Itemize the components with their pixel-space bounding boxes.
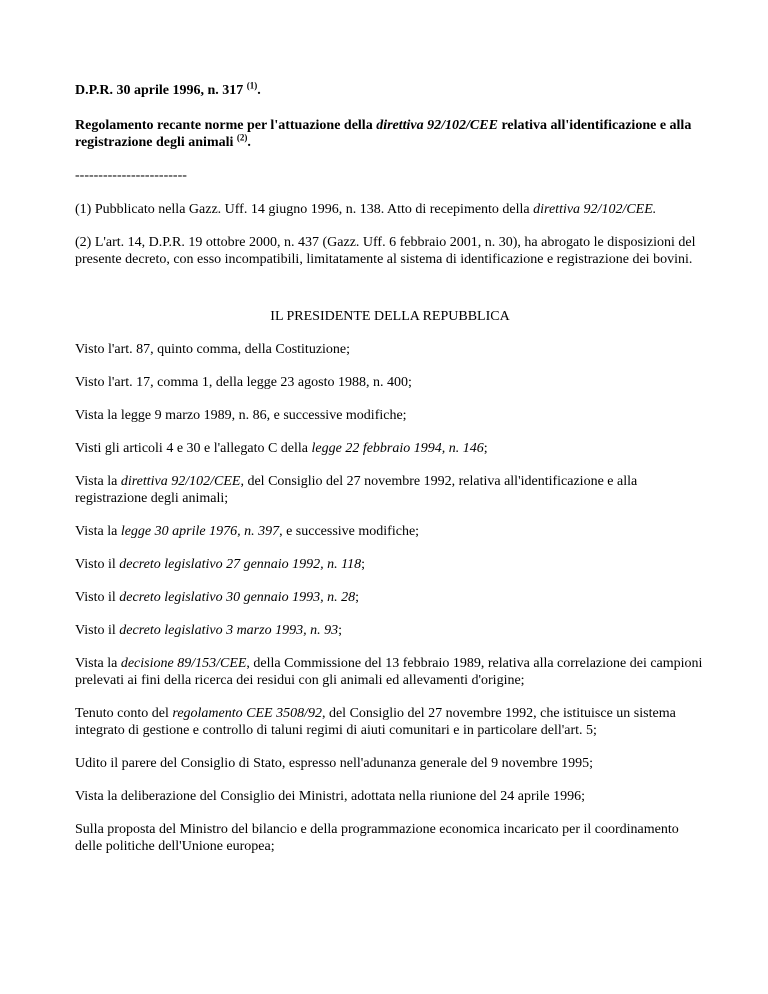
recital-10	[75, 655, 705, 689]
subtitle-text-2: relativa all'identificazione e alla registrazione degli animali	[75, 118, 692, 150]
recital-8-text: Visto il	[75, 590, 120, 605]
subtitle-directive-link[interactable]: direttiva 92/102/CEE	[376, 118, 498, 133]
recital-4-end: ;	[483, 441, 488, 456]
recital-9-decree-link[interactable]: decreto legislativo 3 marzo 1993, n. 93	[119, 623, 339, 638]
subtitle-text-1: Regolamento recante norme per l'attuazione della	[75, 118, 377, 133]
recital-12: Udito il parere del Consiglio di Stato, espresso nell'adunanza generale del 9 novembre 1995;	[75, 756, 594, 771]
recital-6-text: Vista la	[75, 524, 121, 539]
title-text: D.P.R. 30 aprile 1996, n. 317	[75, 83, 244, 98]
recital-7-decree-link[interactable]: decreto legislativo 27 gennaio 1992, n. 118	[119, 557, 362, 572]
recital-9	[75, 622, 705, 639]
recital-8-decree-link[interactable]: decreto legislativo 30 gennaio 1993, n. 28	[119, 590, 356, 605]
separator-line: ------------------------	[75, 168, 187, 183]
footnote-1	[75, 201, 705, 218]
recital-1: Visto l'art. 87, quinto comma, della Costituzione;	[75, 342, 351, 357]
document-title	[75, 82, 705, 99]
footnote-1-directive-link[interactable]: direttiva 92/102/CEE.	[533, 202, 657, 217]
recital-10-decision-link[interactable]: decisione 89/153/CEE	[120, 656, 247, 671]
recital-14: Sulla proposta del Ministro del bilancio e della programmazione economica incaricato per il coordinamento delle politiche dell'Unione europea;	[75, 822, 679, 854]
recital-7-text: Visto il	[75, 557, 120, 572]
recital-11-regulation-link[interactable]: regolamento CEE 3508/92	[172, 706, 322, 721]
recital-7	[75, 556, 705, 573]
recital-11-text: Tenuto conto del	[75, 706, 173, 721]
title-footnote-ref[interactable]: (1)	[246, 80, 258, 91]
recital-4-text: Visti gli articoli 4 e 30 e l'allegato C della	[75, 441, 312, 456]
recital-6-end: , e successive modifiche;	[279, 524, 420, 539]
recital-5-end: , del Consiglio del 27 novembre 1992, relativa all'identificazione e alla registrazione degli animali;	[75, 474, 638, 506]
recital-11	[75, 705, 705, 739]
recital-10-text: Vista la	[75, 656, 121, 671]
recital-8-end: ;	[355, 590, 360, 605]
recital-4-law-link[interactable]: legge 22 febbraio 1994, n. 146	[311, 441, 484, 456]
recital-3: Vista la legge 9 marzo 1989, n. 86, e successive modifiche;	[75, 408, 407, 423]
footnote-1-text: (1) Pubblicato nella Gazz. Uff. 14 giugno 1996, n. 138. Atto di recepimento della	[75, 202, 534, 217]
recital-11-end: , del Consiglio del 27 novembre 1992, che istituisce un sistema integrato di gestione e controllo di taluni regimi di aiuti comunitari e in particolare dell'art. 5;	[75, 706, 676, 738]
subtitle-period: .	[247, 135, 251, 150]
recital-4	[75, 440, 705, 457]
president-heading: IL PRESIDENTE DELLA REPUBBLICA	[270, 309, 510, 324]
recital-6-law-link[interactable]: legge 30 aprile 1976, n. 397	[120, 524, 280, 539]
recital-5-directive-link[interactable]: direttiva 92/102/CEE	[120, 474, 241, 489]
recital-10-end: , della Commissione del 13 febbraio 1989, relativa alla correlazione dei campioni prelevati ai fini della ricerca dei residui con gli animali ed allevamenti d'origine;	[75, 656, 703, 688]
recital-6	[75, 523, 705, 540]
title-period: .	[257, 83, 261, 98]
recital-5	[75, 473, 705, 507]
subtitle-footnote-ref[interactable]: (2)	[236, 132, 248, 143]
document-subtitle	[75, 117, 705, 151]
recital-2: Visto l'art. 17, comma 1, della legge 23 agosto 1988, n. 400;	[75, 375, 412, 390]
recital-13: Vista la deliberazione del Consiglio dei Ministri, adottata nella riunione del 24 aprile 1996;	[75, 789, 586, 804]
recital-8	[75, 589, 705, 606]
recital-9-text: Visto il	[75, 623, 120, 638]
document-page	[75, 82, 705, 871]
recital-5-text: Vista la	[75, 474, 121, 489]
footnote-2: (2) L'art. 14, D.P.R. 19 ottobre 2000, n. 437 (Gazz. Uff. 6 febbraio 2001, n. 30), ha abrogato le disposizioni del presente decreto, con esso incompatibili, limitatamente al sistema di identificazione e registrazione dei bovini.	[75, 235, 696, 267]
recital-9-end: ;	[338, 623, 342, 638]
recital-7-end: ;	[361, 557, 366, 572]
